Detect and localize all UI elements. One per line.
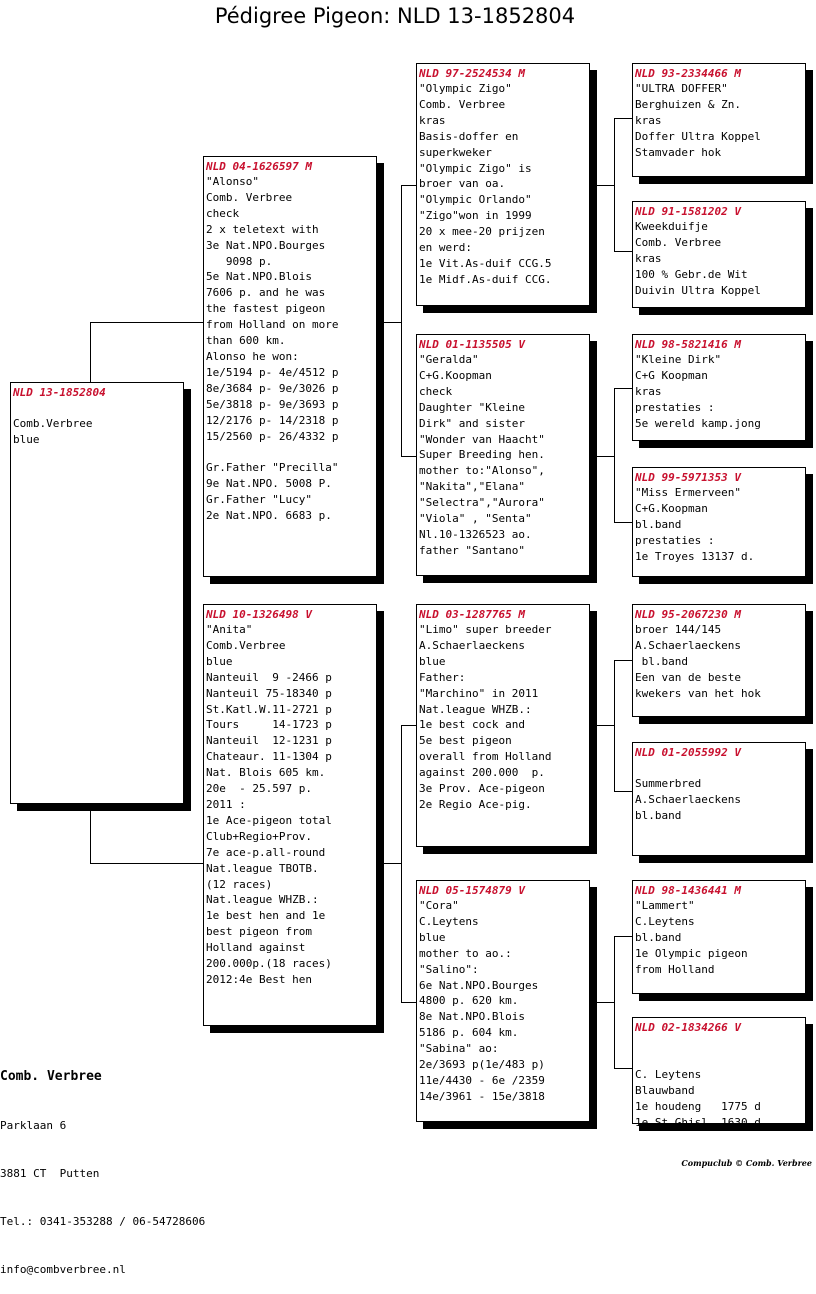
connector-line xyxy=(614,936,615,1069)
detail-line: "Selectra","Aurora" xyxy=(419,496,545,510)
detail-line: bl.band xyxy=(635,517,682,531)
grandparent-ring-number: NLD 03-1287765 M xyxy=(419,608,525,621)
owner-email[interactable]: info@combverbree.nl xyxy=(0,1263,126,1276)
dam-details xyxy=(206,622,374,988)
grandparent-details xyxy=(419,81,587,288)
connector-line xyxy=(614,388,632,389)
great-grandparent-card[interactable] xyxy=(632,201,806,308)
detail-line: "Marchino" in 2011 xyxy=(419,686,539,700)
detail-line: Comb. Verbree xyxy=(419,97,506,111)
connector-line xyxy=(614,936,632,937)
detail-line: "Limo" super breeder xyxy=(419,623,552,636)
detail-line: 15/2560 p- 26/4332 p xyxy=(206,429,339,443)
connector-line xyxy=(90,322,91,384)
detail-line: A.Schaerlaeckens xyxy=(419,638,525,652)
detail-line: Club+Regio+Prov. xyxy=(206,829,312,843)
detail-line: father "Santano" xyxy=(419,543,525,557)
detail-line: C.Leytens xyxy=(419,914,479,928)
connector-line xyxy=(401,456,417,457)
detail-line: C+G.Koopman xyxy=(419,368,492,382)
detail-line: 1e Vit.As-duif CCG.5 xyxy=(419,256,552,270)
detail-line xyxy=(635,1051,803,1067)
detail-line: blue xyxy=(13,432,40,446)
owner-city: 3881 CT Putten xyxy=(0,1167,100,1180)
detail-line: "Viola" , "Senta" xyxy=(419,512,532,526)
detail-line: C.Leytens xyxy=(635,914,695,928)
great-grandparent-card[interactable] xyxy=(632,880,806,994)
detail-line: 1e houdeng 1775 d xyxy=(635,1099,761,1113)
granddam-sire-side-card[interactable] xyxy=(416,334,590,576)
detail-line: "Sabina" ao: xyxy=(419,1042,499,1056)
great-grandparent-card[interactable] xyxy=(632,604,806,717)
detail-line xyxy=(635,760,803,776)
grandparent-details xyxy=(419,898,587,1105)
detail-line: bl.band xyxy=(635,808,682,822)
great-grandparent-ring-number: NLD 02-1834266 V xyxy=(635,1021,741,1034)
detail-line: 6e Nat.NPO.Bourges xyxy=(419,978,539,992)
detail-line: 1e Midf.As-duif CCG. xyxy=(419,272,552,286)
owner-name: Comb. Verbree xyxy=(0,1069,102,1084)
detail-line xyxy=(635,1035,803,1051)
great-grandparent-details xyxy=(635,81,803,161)
connector-line xyxy=(597,456,615,457)
detail-line: 2012:4e Best hen xyxy=(206,972,312,986)
great-grandparent-ring-number: NLD 98-5821416 M xyxy=(635,338,741,351)
detail-line: Een van de beste xyxy=(635,670,741,684)
detail-line: "Miss Ermerveen" xyxy=(635,486,741,499)
detail-line: 9098 p. xyxy=(206,254,273,268)
connector-line xyxy=(614,118,632,119)
detail-line: 5e best pigeon xyxy=(419,734,512,748)
connector-line xyxy=(614,251,632,252)
great-grandparent-details xyxy=(635,622,803,702)
detail-line: 7606 p. and he was xyxy=(206,286,326,300)
connector-line xyxy=(401,725,417,726)
connector-line xyxy=(597,185,615,186)
detail-line: overall from Holland xyxy=(419,750,552,764)
great-grandparent-details xyxy=(635,760,803,824)
detail-line: Chateaur. 11-1304 p xyxy=(206,750,332,764)
dam-card[interactable] xyxy=(203,604,377,1026)
connector-line xyxy=(384,863,402,864)
great-grandparent-details xyxy=(635,898,803,978)
great-grandparent-ring-number: NLD 93-2334466 M xyxy=(635,67,741,80)
detail-line: 9e Nat.NPO. 5008 P. xyxy=(206,477,332,491)
great-grandparent-details xyxy=(635,352,803,432)
connector-line xyxy=(401,1002,417,1003)
owner-address xyxy=(0,1036,205,1294)
detail-line: "Anita" xyxy=(206,623,253,636)
detail-line: best pigeon from xyxy=(206,925,312,939)
subject-ring-number: NLD 13-1852804 xyxy=(13,386,106,399)
detail-line: Dirk" and sister xyxy=(419,416,525,430)
detail-line: C. Leytens xyxy=(635,1067,702,1081)
detail-line: bl.band xyxy=(635,654,688,668)
grandparent-details xyxy=(419,352,587,559)
detail-line: check xyxy=(419,384,453,398)
detail-line: 1e St.Ghisl. 1630 d xyxy=(635,1115,761,1129)
detail-line: Super Breeding hen. xyxy=(419,448,545,462)
grandsire-sire-side-card[interactable] xyxy=(416,63,590,306)
connector-line xyxy=(597,725,615,726)
detail-line: St.Katl.W.11-2721 p xyxy=(206,702,332,716)
grandparent-ring-number: NLD 05-1574879 V xyxy=(419,884,525,897)
detail-line: kras xyxy=(635,113,662,127)
detail-line: 3e Prov. Ace-pigeon xyxy=(419,782,545,796)
detail-line: 2e Regio Ace-pig. xyxy=(419,797,532,811)
detail-line: A.Schaerlaeckens xyxy=(635,792,741,806)
detail-line: 5e wereld kamp.jong xyxy=(635,416,761,430)
detail-line: 1e Ace-pigeon total xyxy=(206,813,332,827)
grandparent-ring-number: NLD 01-1135505 V xyxy=(419,338,525,351)
detail-line: Nat.league TBOTB. xyxy=(206,861,319,875)
detail-line: Nanteuil 9 -2466 p xyxy=(206,670,332,684)
detail-line: 7e ace-p.all-round xyxy=(206,845,326,859)
detail-line: Gr.Father "Lucy" xyxy=(206,493,312,507)
grandparent-details xyxy=(419,622,587,813)
detail-line: from Holland xyxy=(635,962,715,976)
connector-line xyxy=(597,1002,615,1003)
detail-line: 1e best hen and 1e xyxy=(206,909,326,923)
great-grandparent-card[interactable] xyxy=(632,63,806,177)
detail-line: 8e/3684 p- 9e/3026 p xyxy=(206,381,339,395)
detail-line: 11e/4430 - 6e /2359 xyxy=(419,1073,545,1087)
detail-line: prestaties : xyxy=(635,533,715,547)
connector-line xyxy=(384,322,402,323)
detail-line: Comb.Verbree xyxy=(13,416,93,430)
detail-line: "Olympic Orlando" xyxy=(419,193,532,207)
detail-line: "Zigo"won in 1999 xyxy=(419,209,532,223)
detail-line: broer van oa. xyxy=(419,177,506,191)
grandsire-dam-side-card[interactable] xyxy=(416,604,590,847)
detail-line: the fastest pigeon xyxy=(206,302,326,316)
sire-card[interactable] xyxy=(203,156,377,577)
detail-line: 12/2176 p- 14/2318 p xyxy=(206,413,339,427)
detail-line xyxy=(13,400,181,416)
detail-line: 2 x teletext with xyxy=(206,222,319,236)
owner-street: Parklaan 6 xyxy=(0,1119,67,1132)
detail-line: broer 144/145 xyxy=(635,623,722,636)
detail-line: Nanteuil 75-18340 p xyxy=(206,686,332,700)
detail-line: "ULTRA DOFFER" xyxy=(635,82,728,95)
connector-line xyxy=(614,388,615,523)
footer-credit: Compuclub © Comb. Verbree xyxy=(681,1158,812,1168)
detail-line: Duivin Ultra Koppel xyxy=(635,283,761,297)
great-grandparent-details xyxy=(635,1035,803,1130)
connector-line xyxy=(401,185,402,457)
great-grandparent-card[interactable] xyxy=(632,467,806,577)
detail-line: 5e/3818 p- 9e/3693 p xyxy=(206,397,339,411)
detail-line: 100 % Gebr.de Wit xyxy=(635,267,748,281)
sire-details xyxy=(206,174,374,524)
detail-line: Father: xyxy=(419,670,466,684)
great-grandparent-details xyxy=(635,485,803,565)
subject-details xyxy=(13,400,181,448)
detail-line: Nl.10-1326523 ao. xyxy=(419,527,532,541)
detail-line: bl.band xyxy=(635,930,682,944)
detail-line: Blauwband xyxy=(635,1083,695,1097)
great-grandparent-ring-number: NLD 01-2055992 V xyxy=(635,746,741,759)
detail-line: blue xyxy=(419,930,446,944)
detail-line: "Wonder van Haacht" xyxy=(419,432,545,446)
detail-line: Nat.league WHZB.: xyxy=(419,702,532,716)
granddam-dam-side-card[interactable] xyxy=(416,880,590,1122)
detail-line: prestaties : xyxy=(635,400,715,414)
great-grandparent-ring-number: NLD 95-2067230 M xyxy=(635,608,741,621)
connector-line xyxy=(614,1068,632,1069)
detail-line: Comb. Verbree xyxy=(635,235,722,249)
connector-line xyxy=(614,522,632,523)
detail-line: mother to ao.: xyxy=(419,946,512,960)
detail-line: kras xyxy=(419,113,446,127)
connector-line xyxy=(90,863,204,864)
detail-line: 2e Nat.NPO. 6683 p. xyxy=(206,509,332,523)
detail-line: Comb. Verbree xyxy=(206,190,293,204)
connector-line xyxy=(614,118,615,252)
great-grandparent-card[interactable] xyxy=(632,334,806,441)
detail-line: blue xyxy=(206,654,233,668)
detail-line: check xyxy=(206,206,240,220)
sire-ring-number: NLD 04-1626597 M xyxy=(206,160,312,173)
detail-line: A.Schaerlaeckens xyxy=(635,638,741,652)
detail-line: Nanteuil 12-1231 p xyxy=(206,734,332,748)
detail-line: than 600 km. xyxy=(206,334,286,348)
detail-line: Nat.league WHZB.: xyxy=(206,893,319,907)
detail-line: "Cora" xyxy=(419,899,459,912)
detail-line: kras xyxy=(635,384,662,398)
detail-line: 2011 : xyxy=(206,797,246,811)
detail-line: Holland against xyxy=(206,941,306,955)
great-grandparent-ring-number: NLD 98-1436441 M xyxy=(635,884,741,897)
great-grandparent-ring-number: NLD 91-1581202 V xyxy=(635,205,741,218)
detail-line: Comb.Verbree xyxy=(206,638,286,652)
great-grandparent-ring-number: NLD 99-5971353 V xyxy=(635,471,741,484)
detail-line: 1e/5194 p- 4e/4512 p xyxy=(206,365,339,379)
detail-line: against 200.000 p. xyxy=(419,766,545,780)
detail-line: Berghuizen & Zn. xyxy=(635,97,741,111)
detail-line: 1e best cock and xyxy=(419,718,525,732)
detail-line: Gr.Father "Precilla" xyxy=(206,461,339,475)
detail-line: superkweker xyxy=(419,145,492,159)
detail-line: 2e/3693 p(1e/483 p) xyxy=(419,1058,545,1072)
detail-line: Tours 14-1723 p xyxy=(206,718,332,732)
detail-line: 4800 p. 620 km. xyxy=(419,994,519,1008)
owner-phone: Tel.: 0341-353288 / 06-54728606 xyxy=(0,1215,206,1228)
detail-line: "Geralda" xyxy=(419,353,479,366)
subject-card[interactable] xyxy=(10,382,184,804)
detail-line: "Kleine Dirk" xyxy=(635,353,722,366)
great-grandparent-details xyxy=(635,219,803,299)
detail-line: "Olympic Zigo" is xyxy=(419,161,532,175)
detail-line: "Salino": xyxy=(419,962,479,976)
detail-line: "Nakita","Elana" xyxy=(419,480,525,494)
great-grandparent-card[interactable] xyxy=(632,1017,806,1129)
detail-line: 20e - 25.597 p. xyxy=(206,782,312,796)
connector-line xyxy=(401,725,402,1003)
detail-line: Basis-doffer en xyxy=(419,129,519,143)
page-title: Pédigree Pigeon: NLD 13-1852804 xyxy=(214,4,576,28)
detail-line: Daughter "Kleine xyxy=(419,400,525,414)
detail-line: from Holland on more xyxy=(206,318,339,332)
detail-line: kras xyxy=(635,251,662,265)
detail-line: kwekers van het hok xyxy=(635,686,761,700)
dam-ring-number: NLD 10-1326498 V xyxy=(206,608,312,621)
detail-line: 8e Nat.NPO.Blois xyxy=(419,1010,525,1024)
detail-line: 1e Olympic pigeon xyxy=(635,946,748,960)
connector-line xyxy=(614,660,615,792)
detail-line: 1e Troyes 13137 d. xyxy=(635,549,755,563)
detail-line: 5186 p. 604 km. xyxy=(419,1026,519,1040)
connector-line xyxy=(90,804,91,864)
detail-line: "Alonso" xyxy=(206,175,259,188)
detail-line: Stamvader hok xyxy=(635,145,722,159)
detail-line: "Olympic Zigo" xyxy=(419,82,512,95)
detail-line: 20 x mee-20 prijzen xyxy=(419,225,545,239)
detail-line: "Lammert" xyxy=(635,899,695,912)
grandparent-ring-number: NLD 97-2524534 M xyxy=(419,67,525,80)
detail-line: blue xyxy=(419,654,446,668)
detail-line: (12 races) xyxy=(206,877,273,891)
detail-line xyxy=(206,444,374,460)
detail-line: Alonso he won: xyxy=(206,349,299,363)
detail-line: Kweekduifje xyxy=(635,220,708,233)
connector-line xyxy=(614,791,632,792)
connector-line xyxy=(614,660,632,661)
detail-line: 5e Nat.NPO.Blois xyxy=(206,270,312,284)
detail-line: mother to:"Alonso", xyxy=(419,464,545,478)
detail-line: C+G Koopman xyxy=(635,368,708,382)
connector-line xyxy=(401,185,417,186)
connector-line xyxy=(90,322,204,323)
great-grandparent-card[interactable] xyxy=(632,742,806,856)
detail-line: C+G.Koopman xyxy=(635,501,708,515)
detail-line: 14e/3961 - 15e/3818 xyxy=(419,1089,545,1103)
detail-line: Nat. Blois 605 km. xyxy=(206,766,326,780)
detail-line: Summerbred xyxy=(635,776,702,790)
detail-line: Doffer Ultra Koppel xyxy=(635,129,761,143)
detail-line: en werd: xyxy=(419,241,472,255)
detail-line: 3e Nat.NPO.Bourges xyxy=(206,238,326,252)
detail-line: 200.000p.(18 races) xyxy=(206,957,332,971)
